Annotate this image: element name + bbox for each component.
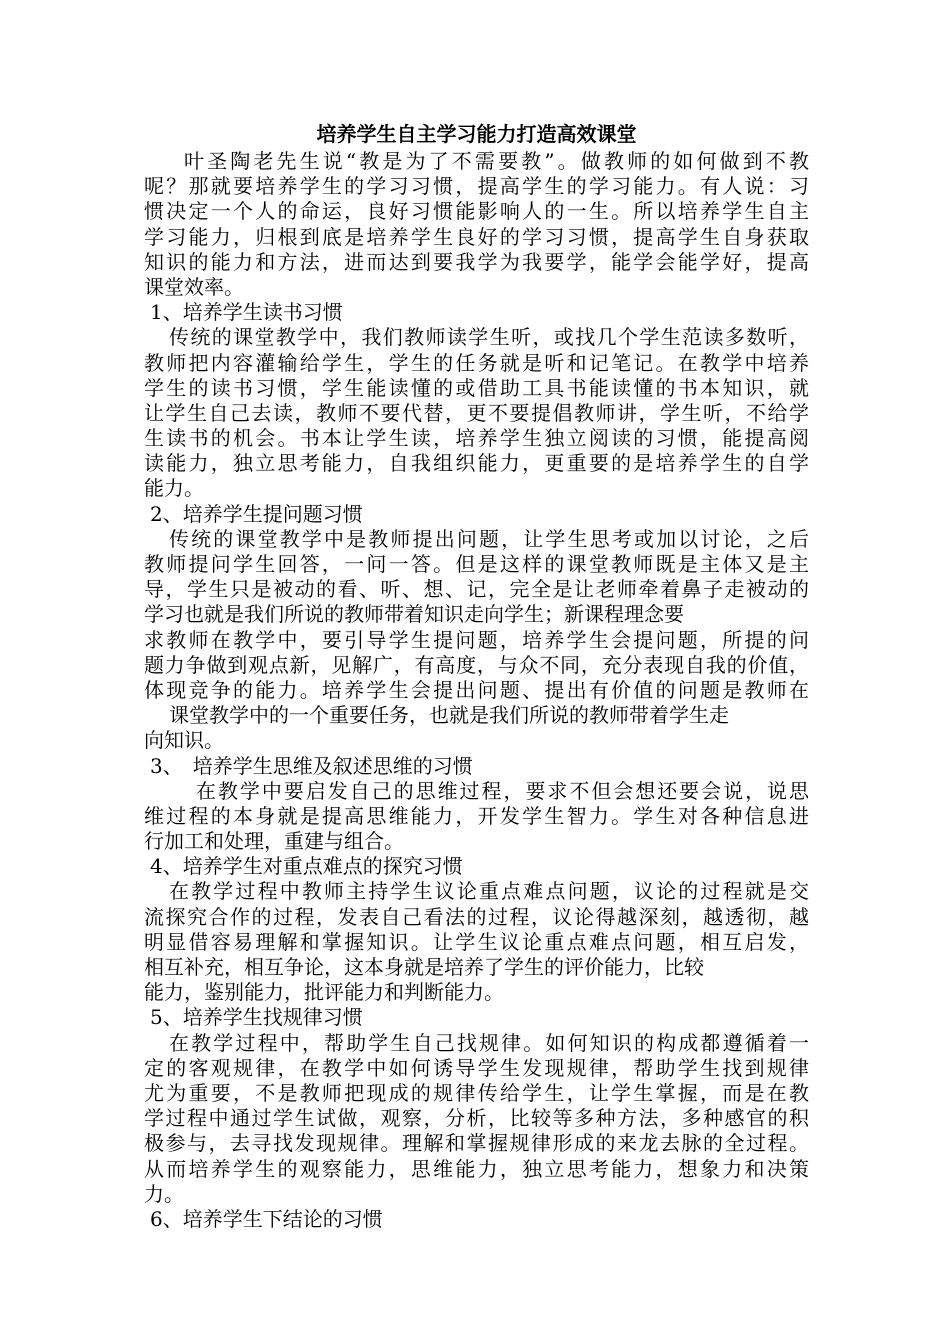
document-body [144, 120, 809, 1232]
paragraph-line: 呢？那就要培养学生的学习习惯，提高学生的学习能力。有人说：习 [144, 174, 809, 199]
section-heading-5: 5、培养学生找规律习惯 [150, 1005, 363, 1030]
paragraph-line: 向知识。 [144, 728, 224, 753]
paragraph-line: 学过程中通过学生试做，观察，分析，比较等多种方法，多种感官的积 [144, 1106, 809, 1131]
paragraph-line: 体现竞争的能力。培养学生会提出问题、提出有价值的问题是教师在 [144, 677, 809, 702]
paragraph-line: 极参与，去寻找发现规律。理解和掌握规律形成的来龙去脉的全过程。 [144, 1131, 809, 1156]
paragraph-line: 知识的能力和方法，进而达到要我学为我要学，能学会能学好，提高 [144, 249, 809, 274]
paragraph-line: 维过程的本身就是提高思维能力，开发学生智力。学生对各种信息进 [144, 803, 809, 828]
paragraph-line: 在教学过程中，帮助学生自己找规律。如何知识的构成都遵循着一 [169, 1030, 809, 1055]
section-heading-4: 4、培养学生对重点难点的探究习惯 [150, 854, 463, 879]
paragraph-line: 行加工和处理，重建与组合。 [144, 829, 404, 854]
paragraph-line: 教师把内容灌输给学生，学生的任务就是听和记笔记。在教学中培养 [144, 350, 809, 375]
paragraph-line: 课堂效率。 [144, 274, 244, 299]
section-heading-1: 1、培养学生读书习惯 [150, 300, 343, 325]
paragraph-line: 明显借容易理解和掌握知识。让学生议论重点难点问题，相互启发， [144, 929, 809, 954]
paragraph-line: 定的客观规律，在教学中如何诱导学生发现规律，帮助学生找到规律 [144, 1055, 809, 1080]
paragraph-line: 学习也就是我们所说的教师带着知识走向学生；新课程理念要 [144, 602, 684, 627]
paragraph-line: 学生的读书习惯，学生能读懂的或借助工具书能读懂的书本知识，就 [144, 375, 809, 400]
paragraph-line: 学习能力，归根到底是培养学生良好的学习习惯，提高学生自身获取 [144, 224, 809, 249]
paragraph-line: 在教学过程中教师主持学生议论重点难点问题，议论的过程就是交 [169, 879, 809, 904]
paragraph-line: 从而培养学生的观察能力，思维能力，独立思考能力，想象力和决策 [144, 1156, 809, 1181]
paragraph-line: 导，学生只是被动的看、听、想、记，完全是让老师牵着鼻子走被动的 [144, 577, 809, 602]
paragraph-line: 力。 [144, 1181, 184, 1206]
paragraph-line: 题力争做到观点新，见解广，有高度，与众不同，充分表现自我的价值， [144, 652, 809, 677]
section-heading-6: 6、培养学生下结论的习惯 [150, 1206, 383, 1231]
paragraph-line: 让学生自己去读，教师不要代替，更不要提倡教师讲，学生听，不给学 [144, 400, 809, 425]
paragraph-line: 传统的课堂教学中，我们教师读学生听，或找几个学生范读多数听， [169, 325, 809, 350]
paragraph-line: 能力，鉴别能力，批评能力和判断能力。 [144, 980, 504, 1005]
document-title: 培养学生自主学习能力打造高效课堂 [316, 122, 637, 146]
paragraph-line: 叶圣陶老先生说“教是为了不需要教”。做教师的如何做到不教 [184, 149, 809, 173]
paragraph-line: 课堂教学中的一个重要任务，也就是我们所说的教师带着学生走 [169, 703, 729, 728]
section-heading-2: 2、培养学生提问题习惯 [150, 501, 363, 526]
paragraph-line: 能力。 [144, 476, 204, 501]
paragraph-line: 求教师在教学中，要引导学生提问题，培养学生会提问题，所提的问 [144, 627, 809, 652]
paragraph-line: 读能力，独立思考能力，自我组织能力，更重要的是培养学生的自学 [144, 451, 809, 476]
section-heading-3: 3、 培养学生思维及叙述思维的习惯 [150, 753, 473, 778]
paragraph-line: 在教学中要启发自己的思维过程，要求不但会想还要会说，说思 [196, 778, 809, 803]
paragraph-line: 相互补充，相互争论，这本身就是培养了学生的评价能力，比较 [144, 955, 704, 979]
paragraph-line: 生读书的机会。书本让学生读，培养学生独立阅读的习惯，能提高阅 [144, 426, 809, 451]
paragraph-line: 流探究合作的过程，发表自己看法的过程，议论得越深刻，越透彻，越 [144, 904, 809, 929]
paragraph-line: 教师提问学生回答，一问一答。但是这样的课堂教师既是主体又是主 [144, 552, 809, 576]
paragraph-line: 尤为重要，不是教师把现成的规律传给学生，让学生掌握，而是在教 [144, 1080, 809, 1105]
paragraph-line: 传统的课堂教学中是教师提出问题，让学生思考或加以讨论，之后 [169, 526, 809, 551]
paragraph-line: 惯决定一个人的命运，良好习惯能影响人的一生。所以培养学生自主 [144, 199, 809, 224]
